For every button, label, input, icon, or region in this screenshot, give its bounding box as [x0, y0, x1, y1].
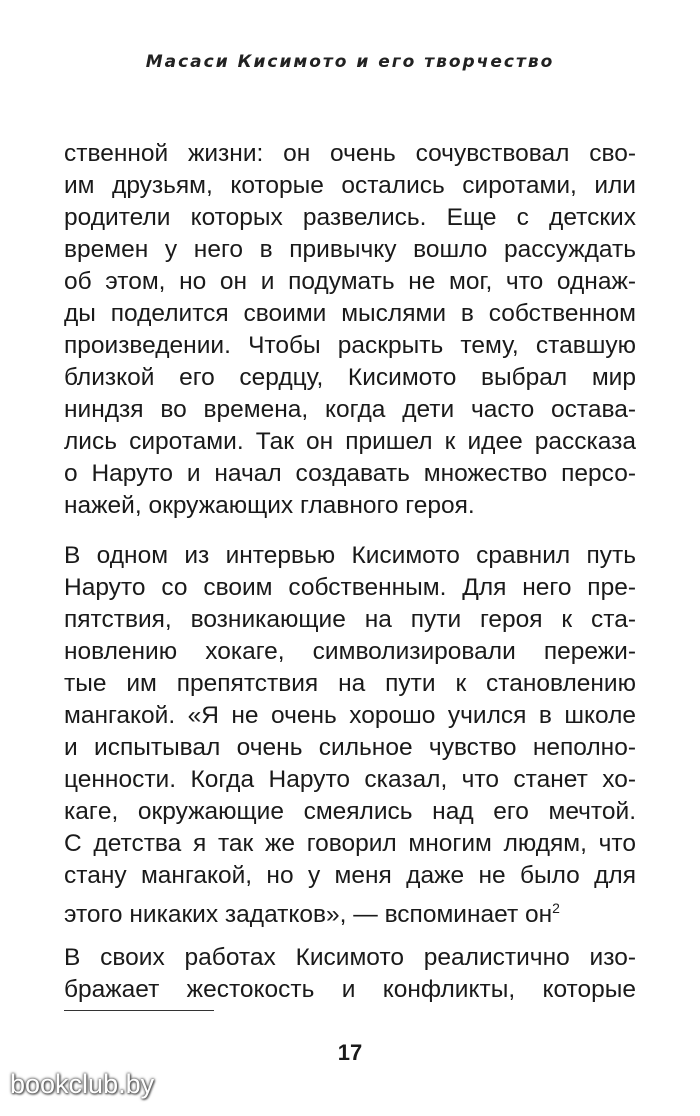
text-line-content: этого никаких задатков», — вспоминает он: [64, 901, 553, 929]
text-line: о Наруто и начал создавать множество персо-: [64, 460, 636, 487]
footnote-marker[interactable]: 2: [552, 900, 560, 916]
text-line: В одном из интервью Кисимото сравнил путь: [64, 542, 636, 569]
text-line: бражает жестокость и конфликты, которые: [64, 976, 636, 1003]
text-line: пятствия, возникающие на пути героя к ста-: [64, 606, 636, 633]
text-line: родители которых развелись. Еще с детских: [64, 204, 636, 231]
text-line: ценности. Когда Наруто сказал, что станет хо-: [64, 766, 636, 793]
text-line: и испытывал очень сильное чувство неполно-: [64, 734, 636, 761]
running-header: Масаси Кисимото и его творчество: [145, 52, 555, 72]
text-line: им друзьям, которые остались сиротами, или: [64, 172, 636, 199]
text-line: новлению хокаге, символизировали пережи-: [64, 638, 636, 665]
text-line: лись сиротами. Так он пришел к идее рассказа: [64, 428, 636, 455]
text-line: Наруто со своим собственным. Для него пре-: [64, 574, 636, 601]
text-line: ниндзя во времена, когда дети часто остава-: [64, 396, 636, 423]
text-line: времен у него в привычку вошло рассуждать: [64, 236, 636, 263]
footnote-rule: [64, 1010, 214, 1011]
text-line: нажей, окружающих главного героя.: [64, 492, 475, 519]
text-line: С детства я так же говорил многим людям, что: [64, 830, 636, 857]
text-line: [64, 893, 636, 929]
watermark: bookclub.by: [10, 1069, 155, 1099]
text-line: ды поделится своими мыслями в собственном: [64, 300, 636, 327]
text-line: об этом, но он и подумать не мог, что однаж-: [64, 268, 636, 295]
text-line: В своих работах Кисимото реалистично изо-: [64, 944, 636, 971]
text-line: мангакой. «Я не очень хорошо учился в школе: [64, 702, 636, 729]
text-line: близкой его сердцу, Кисимото выбрал мир: [64, 364, 636, 391]
text-line: тые им препятствия на пути к становлению: [64, 670, 636, 697]
text-line: кагe, окружающие смеялись над его мечтой.: [64, 798, 636, 825]
page-number: 17: [337, 1040, 363, 1065]
text-line: стану мангакой, но у меня даже не было для: [64, 862, 636, 889]
text-line: произведении. Чтобы раскрыть тему, ставшую: [64, 332, 636, 359]
text-line: ственной жизни: он очень сочувствовал сво-: [64, 140, 636, 167]
